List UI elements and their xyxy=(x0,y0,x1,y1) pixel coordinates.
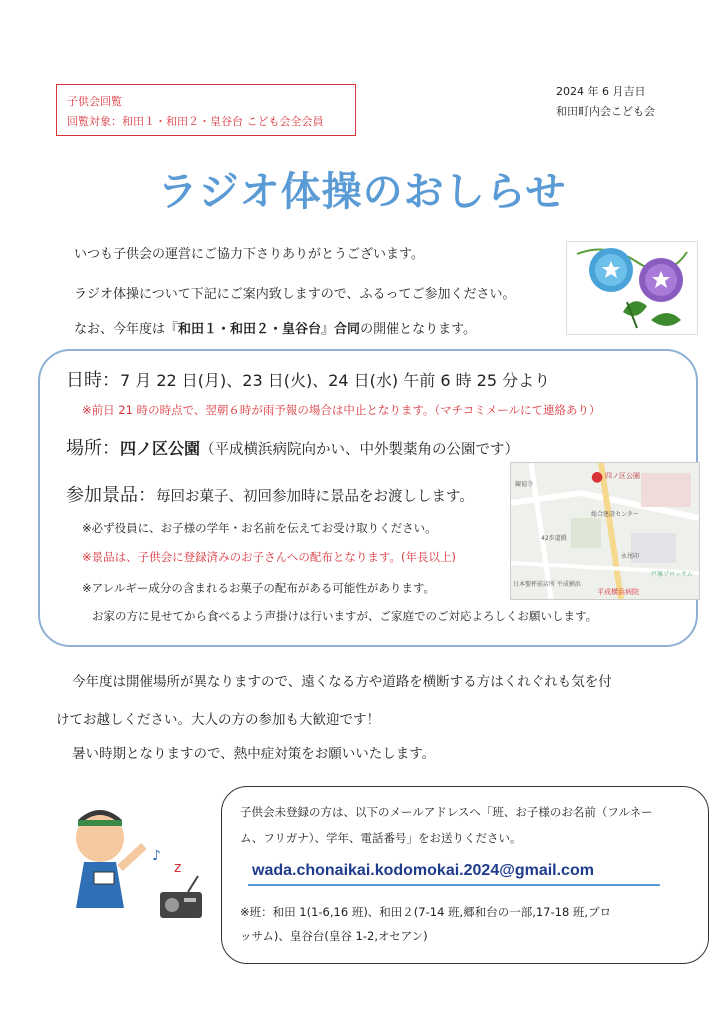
place-name: 四ノ区公園 xyxy=(120,439,201,458)
intro-line-3-bold: 和田１・和田２・皇谷台 xyxy=(178,322,322,337)
map-label-g: 戸塚ブロッサム xyxy=(651,571,693,578)
contact-email-link[interactable]: wada.chonaikai.kodomokai.2024@gmail.com xyxy=(252,862,594,879)
rain-note: ※前日 21 時の時点で、翌朝６時が雨予報の場合は中止となります。（マチコミメールにて連絡あり） xyxy=(82,403,601,417)
circulation-box xyxy=(56,84,356,136)
circulation-target: 回覧対象：和田１・和田２・皇谷台 こども会全会員 xyxy=(67,115,324,128)
datetime-value: 7 月 22 日(月)、23 日(火)、24 日(水) 午前 6 時 25 分より xyxy=(120,371,551,390)
contact-note-2: ッサム)、皇谷台(皇谷 1-2,オセアン) xyxy=(240,929,428,943)
intro-line-3-mid: 』 xyxy=(321,322,335,337)
intro-line-2: ラジオ体操について下記にご案内致しますので、ふるってご参加ください。 xyxy=(74,287,516,302)
issue-date: 2024 年 6 月吉日 xyxy=(556,85,646,98)
svg-text:♪: ♪ xyxy=(152,848,161,864)
note-2: ※景品は、子供会に登録済みのお子さんへの配布となります。(年長以上) xyxy=(82,550,456,564)
note-3: ※アレルギー成分の含まれるお菓子の配布がある可能性があります。 xyxy=(82,581,435,595)
body-line-2: けてお越しください。大人の方の参加も大歓迎です！ xyxy=(56,712,380,728)
body-line-1: 今年度は開催場所が異なりますので、遠くなる方や道路を横断する方はくれぐれも気を付 xyxy=(72,674,612,690)
location-map xyxy=(510,462,700,600)
body-line-3: 暑い時期となりますので、熱中症対策をお願いいたします。 xyxy=(72,746,436,762)
place-note: （平成横浜病院向かい、中外製薬角の公園です） xyxy=(200,442,520,458)
note-4: お家の方に見せてから食べるよう声掛けは行いますが、ご家庭でのご対応よろしくお願いします。 xyxy=(92,609,598,623)
map-label-f: 平成横浜病院 xyxy=(597,588,639,596)
circulation-title: 子供会回覧 xyxy=(67,95,122,108)
issue-info xyxy=(556,82,655,122)
prize-value: 毎回お菓子、初回参加時に景品をお渡しします。 xyxy=(156,489,474,505)
boy-radio-illustration xyxy=(48,798,216,928)
datetime-row xyxy=(66,366,550,392)
map-pin-icon: ● xyxy=(591,469,604,485)
morning-glory-illustration xyxy=(566,241,698,335)
prize-row xyxy=(66,481,474,507)
contact-note-1: ※班：和田 1(1-6,16 班)、和田２(7-14 班,郷和台の一部,17-18 班,ブロ xyxy=(240,905,612,919)
place-row xyxy=(66,434,519,460)
place-label: 場所： xyxy=(66,438,120,459)
map-pin-label: 四ノ区公園 xyxy=(605,472,640,480)
page-title: ラジオ体操のおしらせ xyxy=(157,169,567,215)
contact-line-2: ム、フリガナ）、学年、電話番号」をお送りください。 xyxy=(240,831,522,845)
map-label-a: 観福寺 xyxy=(515,481,534,488)
contact-line-1: 子供会未登録の方は、以下のメールアドレスへ「班、お子様のお名前（フルネー xyxy=(240,805,653,819)
datetime-label: 日時： xyxy=(66,370,120,391)
intro-line-3 xyxy=(74,318,476,337)
intro-line-1: いつも子供会の運営にご協力下さりありがとうございます。 xyxy=(74,247,424,262)
prize-label: 参加景品： xyxy=(66,485,156,506)
map-label-b: 総合建設センター xyxy=(591,511,639,518)
email-underline xyxy=(248,884,660,886)
intro-line-3-bold2: 合同 xyxy=(334,322,361,337)
svg-text:z: z xyxy=(174,860,182,876)
map-label-e: 日本聖杯前店所 平成横浜 xyxy=(513,581,581,588)
note-1: ※必ず役員に、お子様の学年・お名前を伝えてお受け取りください。 xyxy=(82,521,437,535)
intro-line-3-suffix: の開催となります。 xyxy=(360,322,477,337)
map-label-c: 42歩道橋 xyxy=(541,535,567,542)
map-label-d: 永尾印 xyxy=(621,553,640,560)
intro-line-3-prefix: なお、今年度は『 xyxy=(74,322,179,337)
issuer-name: 和田町内会こども会 xyxy=(556,105,655,118)
